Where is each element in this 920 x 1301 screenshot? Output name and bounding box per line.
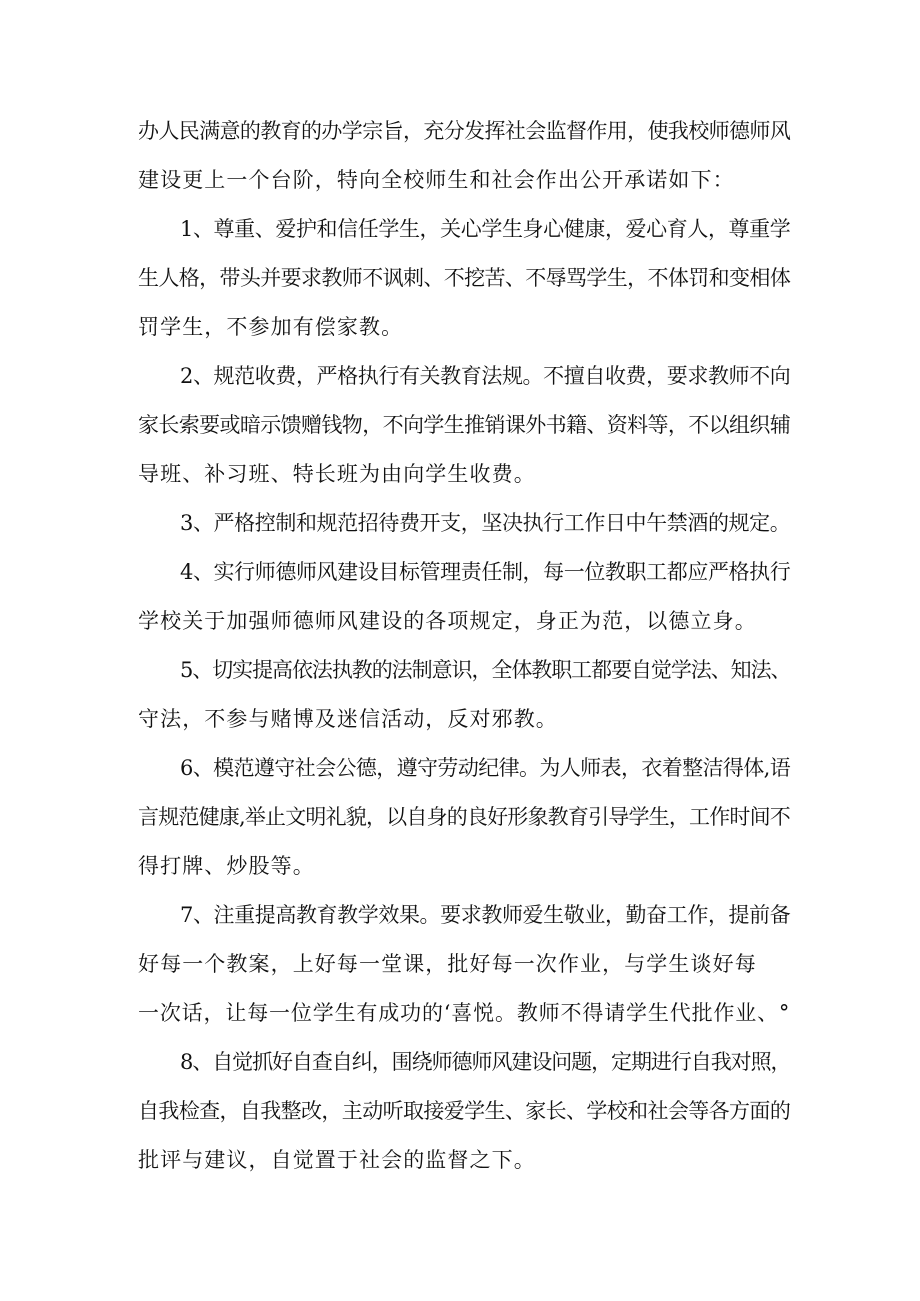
item-6-line-3: 得打牌、炒股等。 bbox=[138, 854, 315, 878]
item-1-line-3: 罚学生，不参加有偿家教。 bbox=[138, 315, 404, 339]
item-5-line-2: 守法，不参与赌博及迷信活动，反对邪教。 bbox=[138, 707, 558, 731]
item-4-line-1: 4、实行师德师风建设目标管理责任制，每一位教职工都应严格执行 bbox=[180, 560, 791, 584]
item-2-line-3: 导班、补习班、特长班为由向学生收费。 bbox=[138, 462, 536, 486]
item-4-line-2: 学校关于加强师德师风建设的各项规定，身正为范，以德立身。 bbox=[138, 609, 757, 633]
item-3-line-1: 3、严格控制和规范招待费开支，坚决执行工作日中午禁酒的规定。 bbox=[180, 511, 791, 535]
item-6-line-2: 言规范健康,举止文明礼貌，以自身的良好形象教育引导学生，工作时间不 bbox=[138, 805, 790, 829]
item-7-line-2: 好每一个教案，上好每一堂课，批好每一次作业，与学生谈好每 bbox=[138, 952, 757, 976]
paragraph-intro-line-1: 办人民满意的教育的办学宗旨，充分发挥社会监督作用，使我校师德师风 bbox=[138, 119, 791, 143]
item-7-line-3: 一次话，让每一位学生有成功的‘喜悦。教师不得请学生代批作业、° bbox=[138, 1001, 791, 1025]
item-1-line-1: 1、尊重、爱护和信任学生，关心学生身心健康，爱心育人，尊重学 bbox=[180, 217, 791, 241]
paragraph-intro-line-2: 建设更上一个台阶，特向全校师生和社会作出公开承诺如下： bbox=[138, 168, 735, 192]
item-8-line-1: 8、自觉抓好自查自纠，围绕师德师风建设问题，定期进行自我对照， bbox=[180, 1050, 791, 1074]
item-7-line-1: 7、注重提高教育教学效果。要求教师爱生敬业，勤奋工作，提前备 bbox=[180, 903, 791, 927]
item-6-line-1: 6、模范遵守社会公德，遵守劳动纪律。为人师表，衣着整洁得体,语 bbox=[180, 756, 791, 780]
item-8-line-2: 自我检查，自我整改，主动听取接爱学生、家长、学校和社会等各方面的 bbox=[138, 1099, 791, 1123]
item-5-line-1: 5、切实提高依法执教的法制意识，全体教职工都要自觉学法、知法、 bbox=[180, 658, 791, 682]
item-8-line-3: 批评与建议，自觉置于社会的监督之下。 bbox=[138, 1148, 536, 1172]
item-2-line-1: 2、规范收费，严格执行有关教育法规。不擅自收费，要求教师不向 bbox=[180, 364, 791, 388]
item-1-line-2: 生人格，带头并要求教师不讽刺、不挖苦、不辱骂学生，不体罚和变相体 bbox=[138, 266, 791, 290]
item-2-line-2: 家长索要或暗示馈赠钱物，不向学生推销课外书籍、资料等，不以组织辅 bbox=[138, 413, 791, 437]
